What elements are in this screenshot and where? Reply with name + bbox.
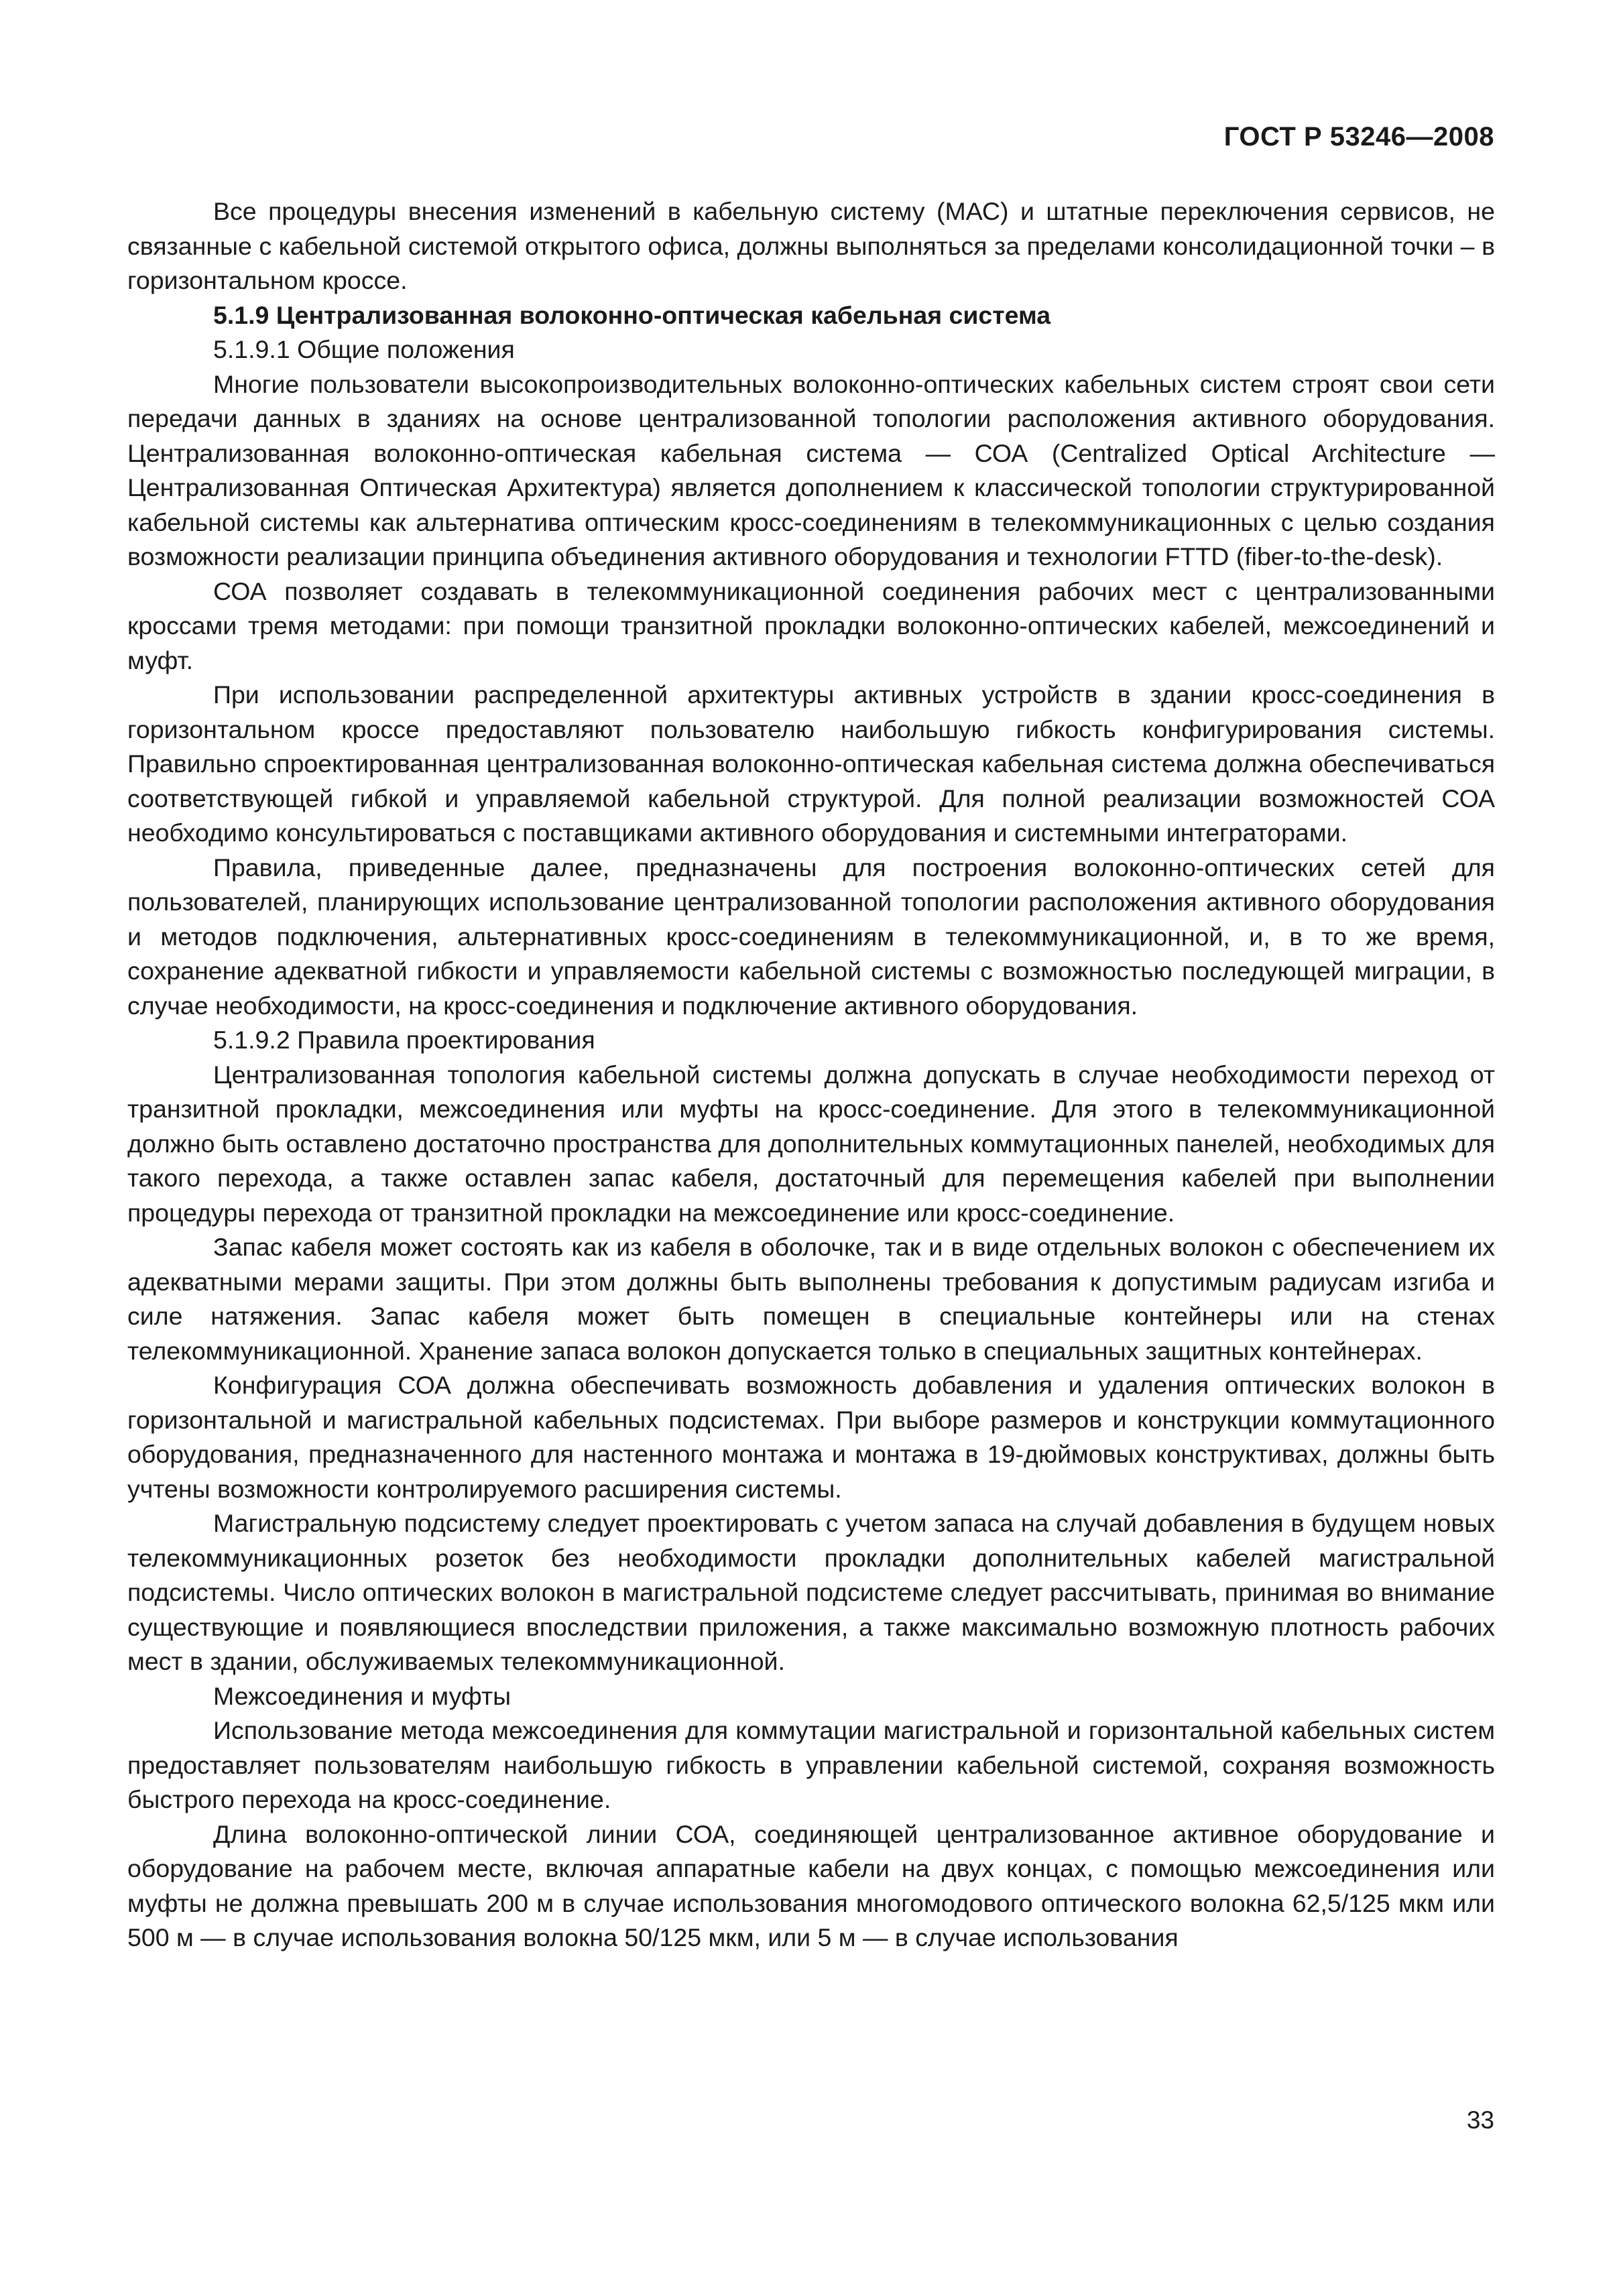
paragraph: СОА позволяет создавать в телекоммуникационной соединения рабочих мест с централизованными кроссами тремя методами: при помощи транзитной прокладки волоконно-оптических кабелей, межсоединений и муфт. — [127, 577, 1495, 674]
paragraph: Межсоединения и муфты — [213, 1681, 512, 1710]
paragraph: Длина волоконно-оптической линии СОА, соединяющей централизованное активное оборудование и оборудование на рабочем месте, включая аппаратные кабели на двух концах, с помощью межсоединения или муфты не должна превышать 200 м в случае использования многомодового оптического волокна 62,5/125 мкм или 500 м — в случае использования волокна 50/125 мкм, или 5 м — в случае использования — [127, 1819, 1495, 1951]
document-body — [127, 194, 1495, 1955]
paragraph: Магистральную подсистему следует проектировать с учетом запаса на случай добавления в будущем новых телекоммуникационных розеток без необходимости прокладки дополнительных кабелей магистральной подсистемы. Число оптических волокон в магистральной подсистеме следует рассчитывать, принимая во внимание существующие и появляющиеся впоследствии приложения, а также максимально возможную плотность рабочих мест в здании, обслуживаемых телекоммуникационной. — [127, 1509, 1495, 1675]
page-number: 33 — [1466, 2106, 1494, 2134]
document-code-header: ГОСТ Р 53246—2008 — [1223, 122, 1494, 152]
paragraph: Конфигурация СОА должна обеспечивать возможность добавления и удаления оптических волокон в горизонтальной и магистральной кабельных подсистемах. При выборе размеров и конструкции коммутационного оборудования, предназначенного для настенного монтажа и монтажа в 19-дюймовых конструктивах, должны быть учтены возможности контролируемого расширения системы. — [127, 1371, 1495, 1503]
paragraph: Многие пользователи высокопроизводительных волоконно-оптических кабельных систем строят свои сети передачи данных в зданиях на основе централизованной топологии расположения активного оборудования. Централизованная волоконно-оптическая кабельная система — СОА (Centralized Optical Architecture — Централизованная Оптическая Архитектура) является дополнением к классической топологии структурированной кабельной системы как альтернатива оптическим кросс-соединениям в телекоммуникационных с целью создания возможности реализации принципа объединения активного оборудования и технологии FTTD (fiber-to-the-desk). — [127, 369, 1495, 570]
paragraph: Использование метода межсоединения для коммутации магистральной и горизонтальной кабельных систем предоставляет пользователям наибольшую гибкость в управлении кабельной системой, сохраняя возможность быстрого перехода на кросс-соединение. — [127, 1716, 1495, 1813]
paragraph: Правила, приведенные далее, предназначены для построения волоконно-оптических сетей для пользователей, планирующих использование централизованной топологии расположения активного оборудования и методов подключения, альтернативных кросс-соединениям в телекоммуникационной, и, в то же время, сохранение адекватной гибкости и управляемости кабельной системы с возможностью последующей миграции, в случае необходимости, на кросс-соединения и подключение активного оборудования. — [127, 853, 1495, 1020]
section-heading: 5.1.9 Централизованная волоконно-оптическая кабельная система — [213, 300, 1051, 329]
paragraph: Централизованная топология кабельной системы должна допускать в случае необходимости переход от транзитной прокладки, межсоединения или муфты на кросс-соединение. Для этого в телекоммуникационной должно быть оставлено достаточно пространства для дополнительных коммутационных панелей, необходимых для такого перехода, а также оставлен запас кабеля, достаточный для перемещения кабелей при выполнении процедуры перехода от транзитной прокладки на межсоединение или кросс-соединение. — [127, 1060, 1495, 1227]
paragraph: Запас кабеля может состоять как из кабеля в оболочке, так и в виде отдельных волокон с обеспечением их адекватными мерами защиты. При этом должны быть выполнены требования к допустимым радиусам изгиба и силе натяжения. Запас кабеля может быть помещен в специальные контейнеры или на стенах телекоммуникационной. Хранение запаса волокон допускается только в специальных защитных контейнерах. — [127, 1233, 1495, 1365]
paragraph: 5.1.9.2 Правила проектирования — [213, 1026, 595, 1054]
paragraph: При использовании распределенной архитектуры активных устройств в здании кросс-соединения в горизонтальном кроссе предоставляют пользователю наибольшую гибкость конфигурирования системы. Правильно спроектированная централизованная волоконно-оптическая кабельная система должна обеспечиваться соответствующей гибкой и управляемой кабельной структурой. Для полной реализации возможностей СОА необходимо консультироваться с поставщиками активного оборудования и системными интеграторами. — [127, 680, 1495, 847]
paragraph: 5.1.9.1 Общие положения — [213, 335, 515, 363]
paragraph: Все процедуры внесения изменений в кабельную систему (МАС) и штатные переключения сервисов, не связанные с кабельной системой открытого офиса, должны выполняться за пределами консолидационной точки – в горизонтальном кроссе. — [127, 197, 1495, 294]
